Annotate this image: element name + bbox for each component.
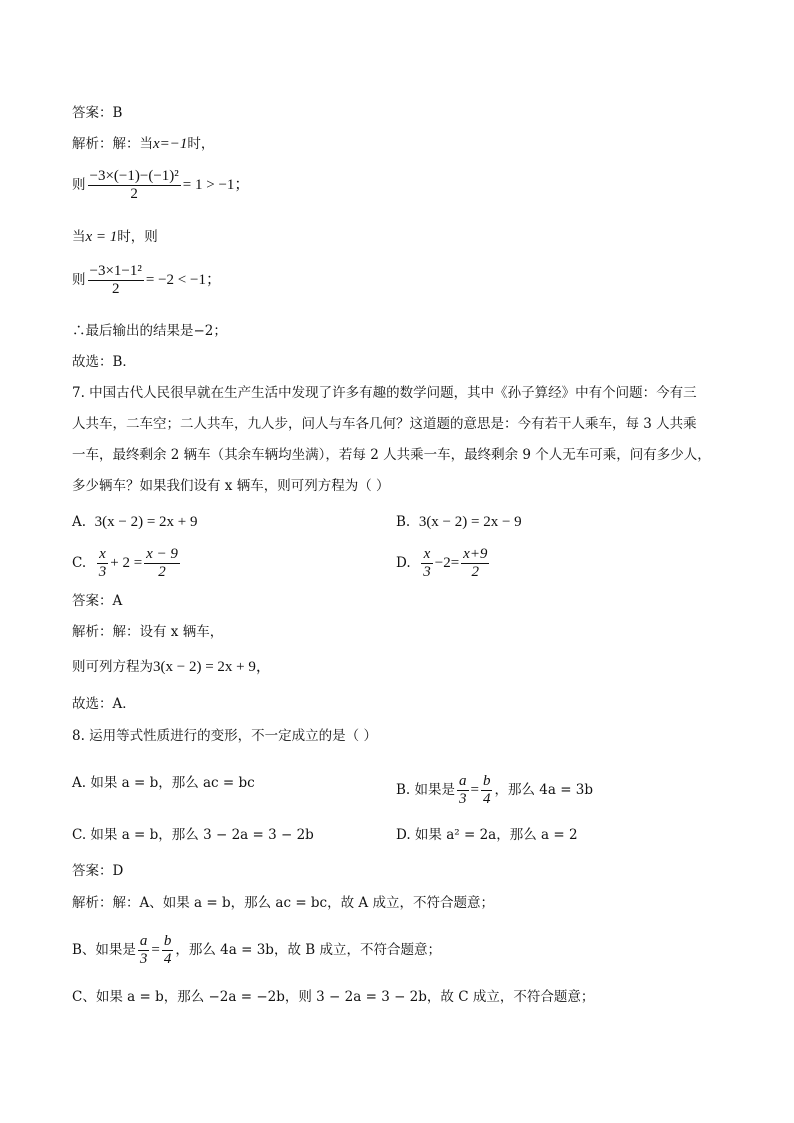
q8-option-b-n2: b	[482, 773, 491, 789]
q8-option-b-n1: a	[459, 773, 467, 789]
q6-formula1	[72, 168, 249, 203]
q7-option-d-num1: x	[421, 546, 433, 564]
q7-equation-prefix: 则可列方程为	[72, 659, 153, 675]
q8-analysis-b-prefix: B、如果是	[72, 942, 136, 958]
q8-option-b-d1: 3	[459, 791, 467, 807]
q8-analysis-b-fraction2	[162, 933, 174, 968]
q7-option-d-fraction2	[461, 546, 489, 581]
q7-option-a-label: A.	[72, 514, 87, 530]
q6-formula2-rhs: = −2 < −1；	[145, 272, 221, 288]
q6-time-suffix: 时，	[187, 136, 215, 152]
q8-option-b-fraction1	[457, 773, 469, 808]
q6-fraction1-denominator: 2	[130, 186, 138, 202]
q7-option-b-equation: 3(x − 2) = 2x − 9	[418, 514, 522, 530]
q6-conclusion: ∴最后输出的结果是−2；	[72, 323, 227, 339]
q6-formula2	[72, 263, 221, 298]
q8-analysis-b-eq: =	[151, 942, 160, 958]
q6-x-condition2: x = 1	[85, 229, 118, 245]
q7-option-c-den2: 2	[158, 564, 166, 580]
q7-option-d-fraction1	[421, 546, 433, 581]
q6-fraction2-denominator: 2	[111, 281, 120, 297]
q6-then: 则	[72, 177, 86, 193]
q6-fraction1-numerator: −3×(−1)−(−1)²	[89, 168, 179, 184]
q8-analysis-c: C、如果 a = b，那么 −2a = −2b，则 3 − 2a = 3 − 2b，故 C 成立，不符合题意；	[72, 989, 595, 1005]
q7-option-c-den1: 3	[98, 564, 107, 580]
q6-fraction2-numerator: −3×1−1²	[89, 263, 142, 279]
q7-option-d-den2: 2	[471, 564, 480, 580]
q7-equation-line	[72, 657, 271, 677]
q8-analysis-b-rest: ，那么 4a = 3b，故 B 成立，不符合题意；	[175, 942, 441, 958]
q7-choose: 故选：A．	[72, 696, 136, 712]
q7-option-c-num2: x − 9	[146, 546, 178, 562]
q7-stem-line1: 7. 中国古代人民很早就在生产生活中发现了许多有趣的数学问题，其中《孙子算经》中有个问题：今有三	[72, 385, 697, 401]
q8-option-b-rest: ，那么 4a = 3b	[494, 782, 594, 798]
q7-option-c-num1: x	[97, 546, 109, 564]
q8-analysis-b-n1: a	[139, 933, 148, 949]
q8-analysis-b-d1: 3	[139, 951, 148, 967]
q7-option-c-fraction2	[144, 546, 180, 581]
q7-option-d	[396, 546, 491, 581]
q6-choose: 故选：B．	[72, 354, 136, 370]
q8-analysis-b-n2: b	[163, 933, 172, 949]
q7-option-d-mid: −2=	[434, 555, 460, 571]
q8-analysis-b-d2: 4	[163, 951, 172, 967]
q6-answer: 答案：B	[72, 105, 123, 121]
q7-option-d-num2: x+9	[463, 546, 488, 562]
q8-option-b-fraction2	[481, 773, 493, 808]
q8-analysis-b	[72, 933, 441, 968]
q6-analysis-line3	[72, 227, 158, 247]
q6-formula1-rhs: = 1 > −1；	[182, 177, 250, 193]
q7-option-a	[72, 512, 198, 532]
q7-stem-line3: 一车，最终剩余 2 辆车（其余车辆均坐满），若每 2 人共乘一车，最终剩余 9 个人无车可乘，问有多少人，	[72, 447, 711, 463]
q8-analysis-a: 解析：解：A、如果 a = b，那么 ac = bc，故 A 成立，不符合题意；	[72, 895, 494, 911]
q6-analysis-line1	[72, 134, 214, 154]
q7-option-d-den1: 3	[423, 564, 431, 580]
q7-option-c	[72, 546, 182, 581]
q8-answer: 答案：D	[72, 863, 124, 879]
q7-option-c-label: C.	[72, 555, 87, 571]
q7-option-d-label: D.	[396, 555, 411, 571]
q7-option-a-equation: 3(x − 2) = 2x + 9	[94, 514, 198, 530]
q8-option-a: A. 如果 a = b，那么 ac = bc	[72, 775, 255, 791]
q6-fraction1	[88, 168, 181, 203]
q6-analysis-intro: 解析：解：当	[72, 136, 153, 152]
q7-option-c-mid: + 2 =	[110, 555, 143, 571]
q8-analysis-b-fraction1	[138, 933, 150, 968]
q7-analysis: 解析：解：设有 x 辆车，	[72, 624, 224, 640]
q8-option-b-label: B. 如果是	[396, 782, 456, 798]
q8-option-b-eq: =	[470, 782, 479, 798]
q8-option-b-d2: 4	[482, 791, 491, 807]
q7-option-c-fraction1	[97, 546, 109, 581]
q7-stem-line2: 人共车，二车空；二人共车，九人步，问人与车各几何？这道题的意思是：今有若干人乘车，每 3 人共乘	[72, 416, 697, 432]
q7-stem-line4: 多少辆车？如果我们设有 x 辆车，则可列方程为（ ）	[72, 478, 390, 494]
q7-answer: 答案：A	[72, 593, 123, 609]
q7-equation: 3(x − 2) = 2x + 9，	[153, 659, 271, 675]
q6-fraction2	[88, 263, 144, 298]
q7-option-b-label: B.	[396, 514, 411, 530]
q7-option-b	[396, 512, 522, 532]
q8-stem: 8. 运用等式性质进行的变形，不一定成立的是（ ）	[72, 728, 377, 744]
q6-when2-suffix: 时，则	[117, 229, 158, 245]
q6-when2: 当	[72, 229, 86, 245]
q6-x-condition: x=−1	[153, 136, 188, 152]
q8-option-d: D. 如果 a² = 2a，那么 a = 2	[396, 827, 578, 843]
q8-option-b	[396, 773, 593, 808]
q8-option-c: C. 如果 a = b，那么 3 − 2a = 3 − 2b	[72, 827, 314, 843]
q6-then2: 则	[72, 272, 86, 288]
